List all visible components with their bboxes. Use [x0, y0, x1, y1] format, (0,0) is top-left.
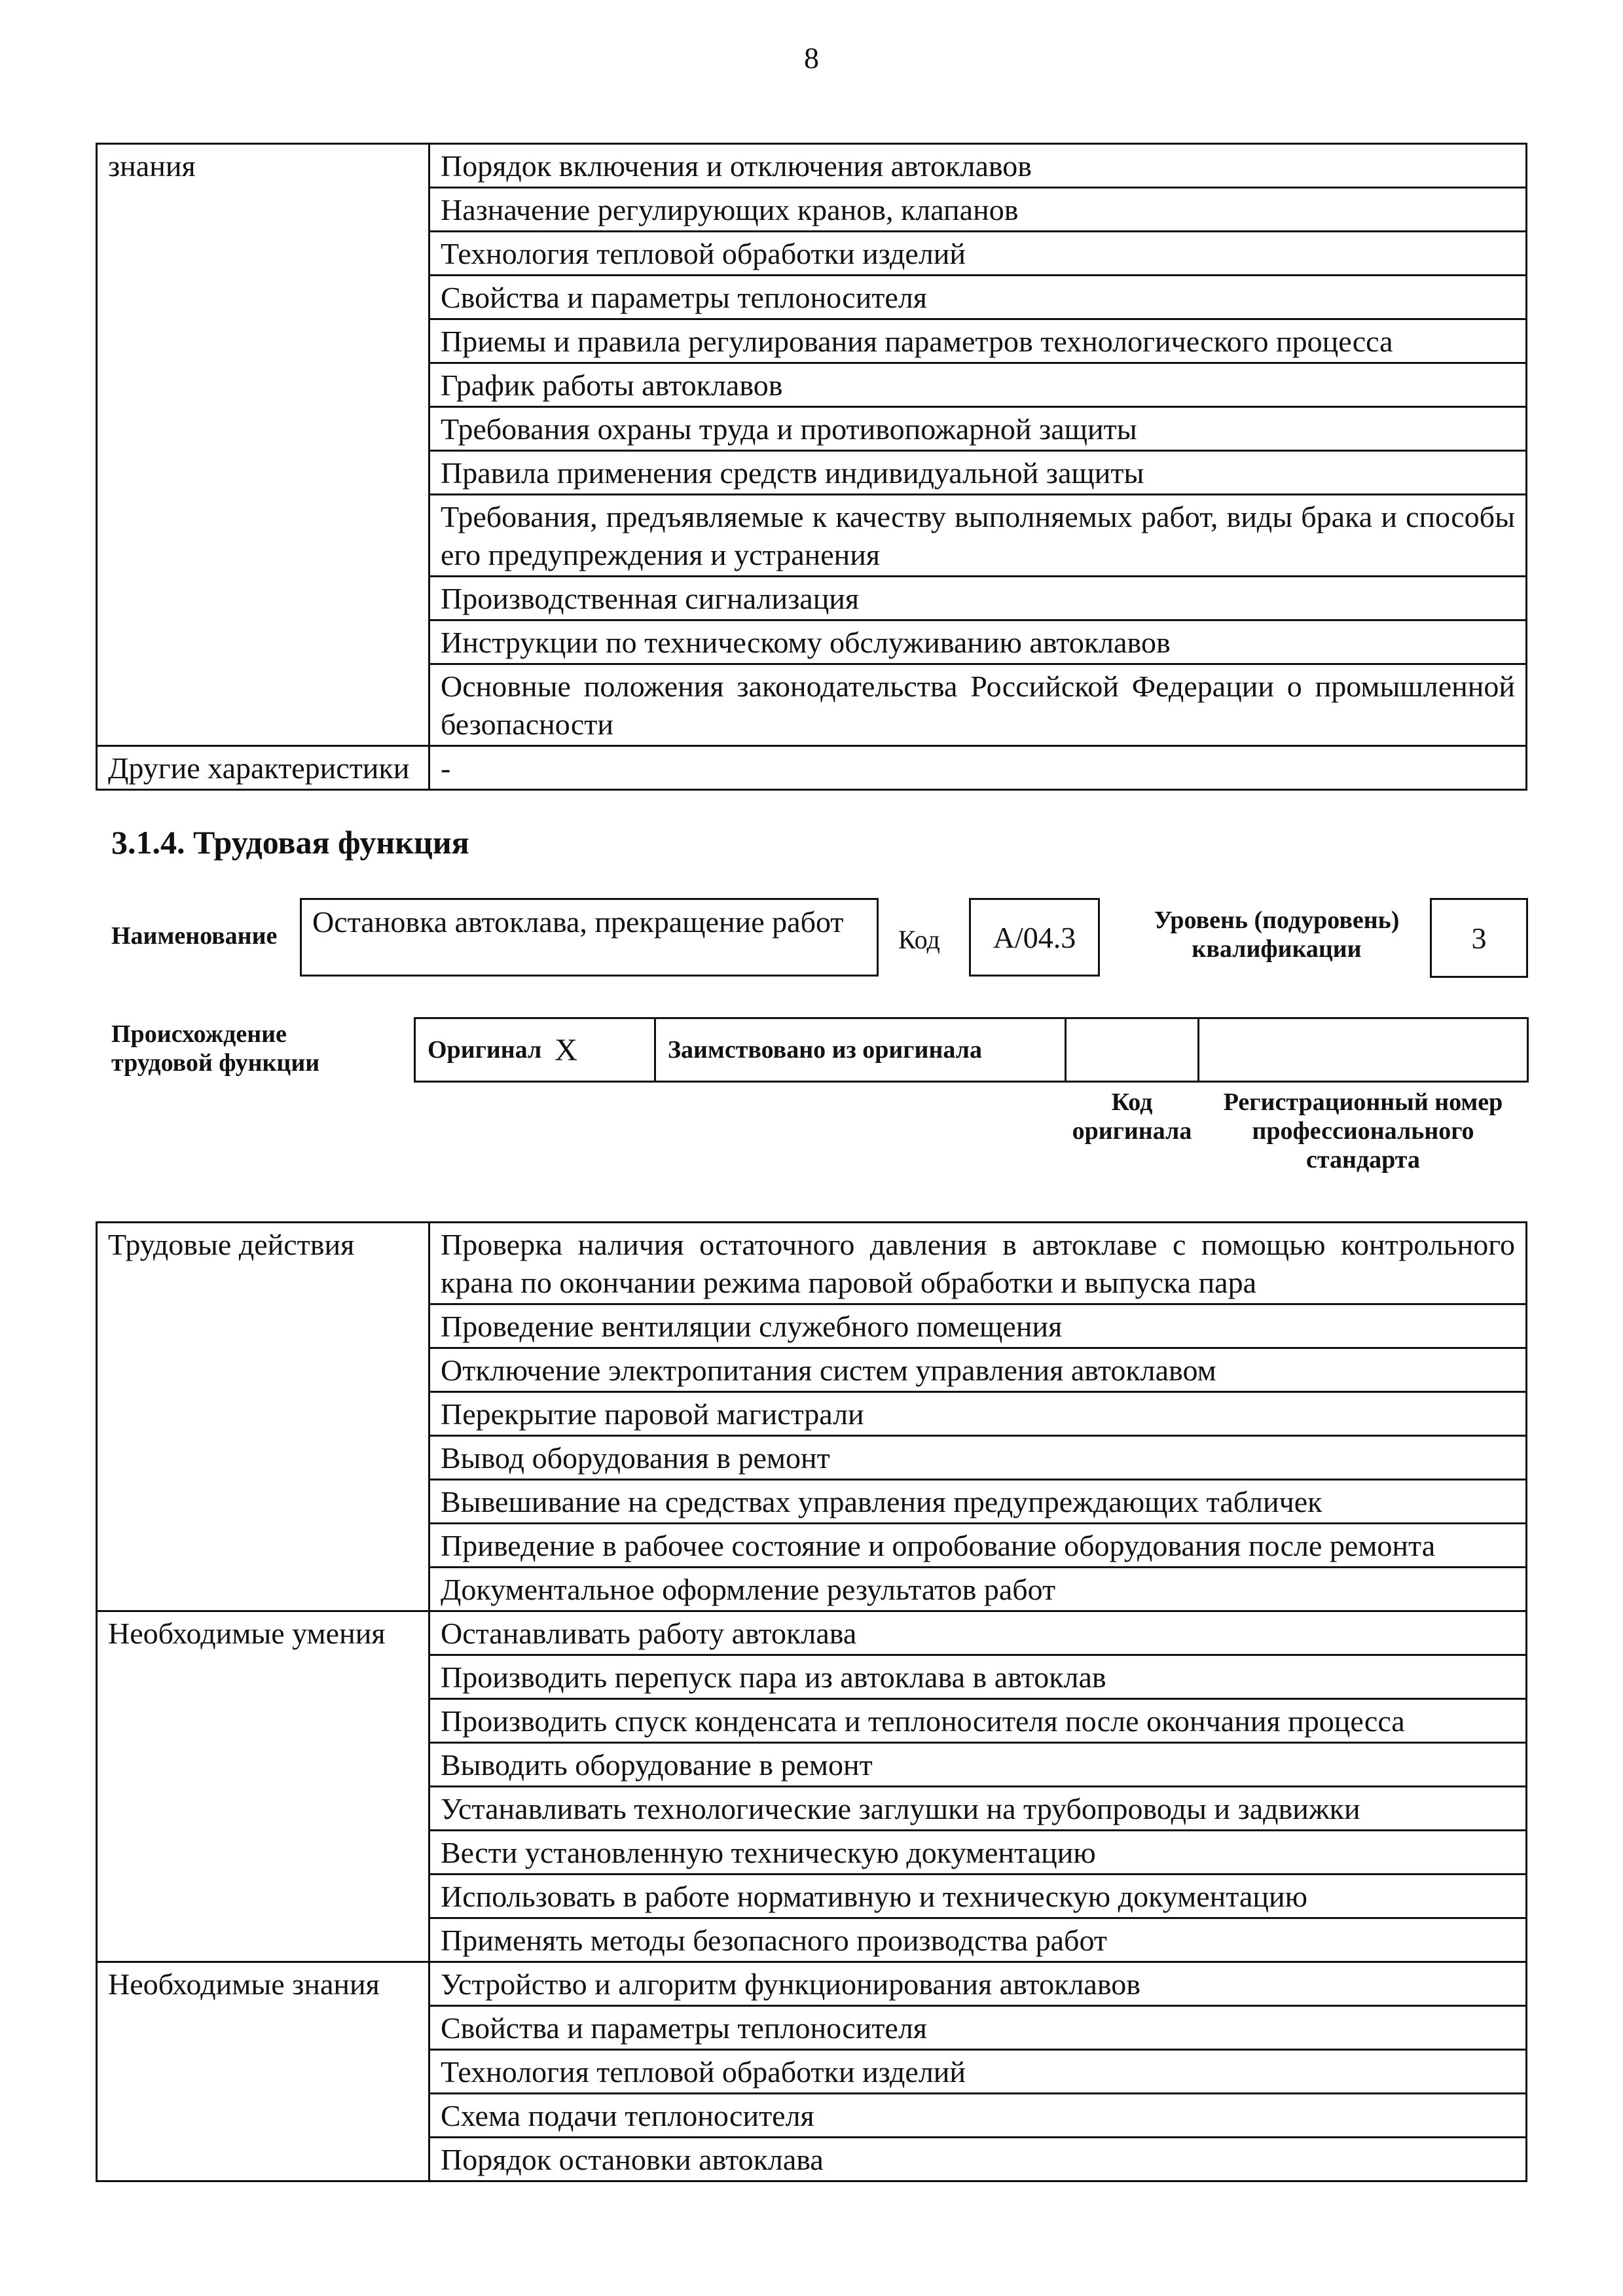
origin-reg-caption: Регистрационный номер профессионального стандарта	[1223, 1088, 1503, 1174]
origin-label: Происхождение трудовой функции	[111, 1020, 320, 1077]
skill-row-text: Останавливать работу автоклава	[429, 1611, 1527, 1655]
section-title: 3.1.4. Трудовая функция	[111, 824, 469, 861]
level-value: 3	[1471, 921, 1487, 955]
knowledge-row-text: Технология тепловой обработки изделий	[429, 2050, 1527, 2094]
function-name-value: Остановка автоклава, прекращение работ	[312, 905, 844, 939]
level-value-box	[1430, 898, 1528, 978]
knowledge-table-continued	[96, 143, 1527, 791]
knowledge-row-text: Инструкции по техническому обслуживанию автоклавов	[429, 620, 1527, 664]
knowledge-row-text: Требования, предъявляемые к качеству выполняемых работ, виды брака и способы его предупреждения и устранения	[429, 495, 1527, 577]
labor-action-row-text: Проверка наличия остаточного давления в автоклаве с помощью контрольного крана по окончании режима паровой обработки и выпуска пара	[429, 1223, 1527, 1304]
skill-row-text: Выводить оборудование в ремонт	[429, 1743, 1527, 1787]
knowledge-row-text: Требования охраны труда и противопожарной защиты	[429, 407, 1527, 451]
name-label: Наименование	[111, 922, 278, 950]
other-label: Другие характеристики	[97, 746, 429, 790]
skill-row-text: Использовать в работе нормативную и техническую документацию	[429, 1874, 1527, 1918]
knowledge-row-text: Назначение регулирующих кранов, клапанов	[429, 188, 1527, 232]
function-name-box	[300, 898, 879, 977]
labor-action-row-text: Приведение в рабочее состояние и опробование оборудования после ремонта	[429, 1524, 1527, 1568]
skill-row-text: Устанавливать технологические заглушки на трубопроводы и задвижки	[429, 1787, 1527, 1831]
origin-reg-cell	[1197, 1017, 1529, 1083]
borrowed-label: Заимствовано из оригинала	[668, 1036, 982, 1064]
knowledge-row-text: Свойства и параметры теплоносителя	[429, 276, 1527, 319]
skill-row-text: Применять методы безопасного производства работ	[429, 1918, 1527, 1962]
other-value: -	[429, 746, 1527, 790]
knowledge-row-text: Свойства и параметры теплоносителя	[429, 2006, 1527, 2050]
knowledge-row-text: Производственная сигнализация	[429, 577, 1527, 620]
knowledge-row-text: Приемы и правила регулирования параметров технологического процесса	[429, 319, 1527, 363]
knowledge-row-text: График работы автоклавов	[429, 363, 1527, 407]
labor-action-row-text: Отключение электропитания систем управления автоклавом	[429, 1348, 1527, 1392]
origin-borrowed-cell	[654, 1017, 1067, 1083]
knowledge-row-text: Устройство и алгоритм функционирования автоклавов	[429, 1962, 1527, 2006]
level-label: Уровень (подуровень) квалификации	[1154, 906, 1400, 963]
labor-action-row-text: Вывешивание на средствах управления предупреждающих табличек	[429, 1480, 1527, 1524]
row-group-label: Трудовые действия	[97, 1223, 429, 1611]
skill-row-text: Вести установленную техническую документацию	[429, 1831, 1527, 1874]
knowledge-row-text: Порядок включения и отключения автоклавов	[429, 144, 1527, 188]
knowledge-row-text: Схема подачи теплоносителя	[429, 2094, 1527, 2138]
labor-action-row-text: Перекрытие паровой магистрали	[429, 1392, 1527, 1436]
knowledge-row	[97, 1962, 1527, 2006]
labor-action-row	[97, 1223, 1527, 1304]
code-value-box	[969, 898, 1100, 977]
knowledge-row-text: Основные положения законодательства Российской Федерации о промышленной безопасности	[429, 664, 1527, 746]
labor-action-row-text: Проведение вентиляции служебного помещения	[429, 1304, 1527, 1348]
skill-row-text: Производить спуск конденсата и теплоносителя после окончания процесса	[429, 1699, 1527, 1743]
knowledge-row-text: Правила применения средств индивидуальной защиты	[429, 451, 1527, 495]
skill-row-text: Производить перепуск пара из автоклава в автоклав	[429, 1655, 1527, 1699]
labor-action-row-text: Документальное оформление результатов работ	[429, 1568, 1527, 1611]
page-number: 8	[804, 41, 819, 75]
original-label: Оригинал	[428, 1036, 542, 1064]
knowledge-row-text: Технология тепловой обработки изделий	[429, 232, 1527, 276]
code-label: Код	[898, 925, 940, 954]
knowledge-row-text: Порядок остановки автоклава	[429, 2138, 1527, 2181]
other-characteristics-row	[97, 746, 1527, 790]
origin-code-caption: Код оригинала	[1072, 1088, 1192, 1145]
skill-row	[97, 1611, 1527, 1655]
knowledge-row	[97, 144, 1527, 188]
origin-original-cell	[414, 1017, 656, 1083]
row-group-label: Необходимые умения	[97, 1611, 429, 1962]
code-value: А/04.3	[993, 920, 1076, 954]
labor-function-table	[96, 1221, 1527, 2182]
row-group-label: Необходимые знания	[97, 1962, 429, 2181]
labor-action-row-text: Вывод оборудования в ремонт	[429, 1436, 1527, 1480]
row-group-label: знания	[97, 144, 429, 746]
origin-code-cell	[1065, 1017, 1199, 1083]
original-mark: X	[555, 1032, 577, 1067]
